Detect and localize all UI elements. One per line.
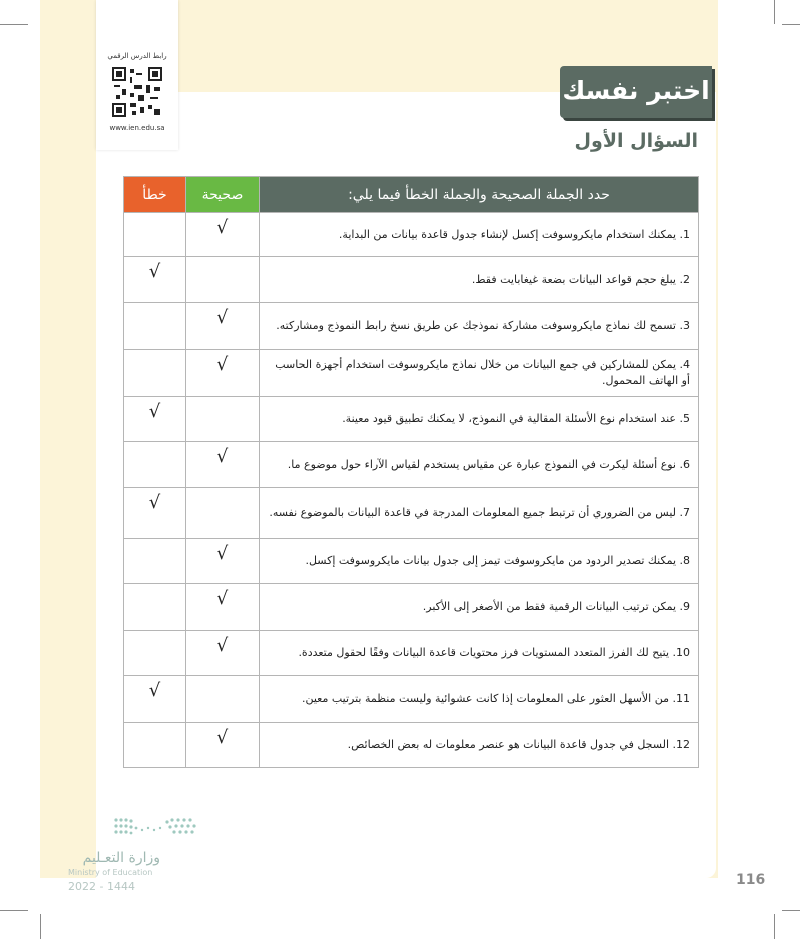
question-cell: 5. عند استخدام نوع الأسئلة المقالية في النموذج، لا يمكنك تطبيق قيود معينة. [260, 397, 699, 442]
check-mark-icon: √ [216, 588, 229, 609]
check-mark-icon: √ [216, 307, 229, 328]
true-cell [186, 584, 260, 631]
question-cell: 4. يمكن للمشاركين في جمع البيانات من خلال نماذج مايكروسوفت استخدام أجهزة الحاسب أو الهاتف المحمول. [260, 350, 699, 397]
table-row [124, 723, 699, 768]
table-row [124, 397, 699, 442]
true-cell [186, 488, 260, 539]
table-body [124, 213, 699, 768]
true-cell [186, 676, 260, 723]
question-cell: 12. السجل في جدول قاعدة البيانات هو عنصر معلومات له بعض الخصائص. [260, 723, 699, 768]
true-cell [186, 539, 260, 584]
true-cell [186, 257, 260, 303]
question-cell: 8. يمكنك تصدير الردود من مايكروسوفت تيمز إلى جدول بيانات مايكروسوفت إكسل. [260, 539, 699, 584]
table-row [124, 442, 699, 488]
table-row [124, 257, 699, 303]
true-cell [186, 350, 260, 397]
check-mark-icon: √ [216, 354, 229, 375]
crop-mark [782, 910, 800, 911]
crop-mark [0, 24, 28, 25]
qr-label: رابط الدرس الرقمي [107, 52, 167, 60]
crop-mark [40, 914, 41, 939]
question-cell: 10. يتيح لك الفرز المتعدد المستويات فرز محتويات قاعدة البيانات وفقًا لحقول متعددة. [260, 631, 699, 676]
question-cell: 2. يبلغ حجم قواعد البيانات بضعة غيغابايت فقط. [260, 257, 699, 303]
false-cell [124, 257, 186, 303]
crop-mark [774, 0, 775, 24]
header-true: صحيحة [186, 177, 260, 213]
table-row [124, 676, 699, 723]
true-cell [186, 213, 260, 257]
true-cell [186, 723, 260, 768]
table-row [124, 539, 699, 584]
true-cell [186, 442, 260, 488]
section-title: السؤال الأول [574, 130, 698, 152]
question-cell: 3. تسمح لك نماذج مايكروسوفت مشاركة نموذجك عن طريق نسخ رابط النموذج ومشاركته. [260, 303, 699, 350]
table-row [124, 631, 699, 676]
check-mark-icon: √ [216, 635, 229, 656]
false-cell [124, 676, 186, 723]
crop-mark [0, 910, 28, 911]
table-header-row [124, 177, 699, 213]
check-mark-icon: √ [216, 727, 229, 748]
crop-mark [782, 24, 800, 25]
table-row [124, 303, 699, 350]
true-cell [186, 397, 260, 442]
false-cell [124, 397, 186, 442]
table-row [124, 488, 699, 539]
question-cell: 9. يمكن ترتيب البيانات الرقمية فقط من الأصغر إلى الأكبر. [260, 584, 699, 631]
ministry-logo [68, 816, 218, 896]
qr-url[interactable]: www.ien.edu.sa [109, 124, 165, 132]
question-cell: 6. نوع أسئلة ليكرت في النموذج عبارة عن مقياس يستخدم لقياس الآراء حول موضوع ما. [260, 442, 699, 488]
ministry-name-en: Ministry of Education [68, 868, 153, 877]
test-yourself-banner [560, 66, 712, 118]
check-mark-icon: √ [148, 680, 161, 701]
ministry-name-ar: وزارة التعـليم [82, 850, 160, 866]
true-false-table [123, 176, 699, 768]
question-cell: 7. ليس من الضروري أن ترتبط جميع المعلومات المدرجة في قاعدة البيانات بالموضوع نفسه. [260, 488, 699, 539]
banner-title: اختبر نفسك [562, 76, 710, 105]
ministry-emblem-icon [112, 816, 202, 838]
false-cell [124, 488, 186, 539]
header-question: حدد الجملة الصحيحة والجملة الخطأ فيما يلي: [260, 177, 699, 213]
table-row [124, 350, 699, 397]
false-cell [124, 213, 186, 257]
false-cell [124, 350, 186, 397]
qr-tab [96, 0, 178, 150]
check-mark-icon: √ [148, 401, 161, 422]
qr-code-icon[interactable] [112, 66, 162, 118]
false-cell [124, 442, 186, 488]
crop-mark [774, 914, 775, 939]
table-row [124, 213, 699, 257]
question-cell: 11. من الأسهل العثور على المعلومات إذا كانت عشوائية وليست منظمة بترتيب معين. [260, 676, 699, 723]
question-cell: 1. يمكنك استخدام مايكروسوفت إكسل لإنشاء جدول قاعدة بيانات من البداية. [260, 213, 699, 257]
check-mark-icon: √ [148, 261, 161, 282]
table-row [124, 584, 699, 631]
edition-year: 2022 - 1444 [68, 880, 135, 893]
page-number: 116 [736, 872, 766, 888]
true-cell [186, 303, 260, 350]
true-cell [186, 631, 260, 676]
check-mark-icon: √ [216, 217, 229, 238]
check-mark-icon: √ [216, 543, 229, 564]
header-false: خطأ [124, 177, 186, 213]
false-cell [124, 539, 186, 584]
false-cell [124, 631, 186, 676]
check-mark-icon: √ [216, 446, 229, 467]
false-cell [124, 303, 186, 350]
false-cell [124, 723, 186, 768]
false-cell [124, 584, 186, 631]
check-mark-icon: √ [148, 492, 161, 513]
